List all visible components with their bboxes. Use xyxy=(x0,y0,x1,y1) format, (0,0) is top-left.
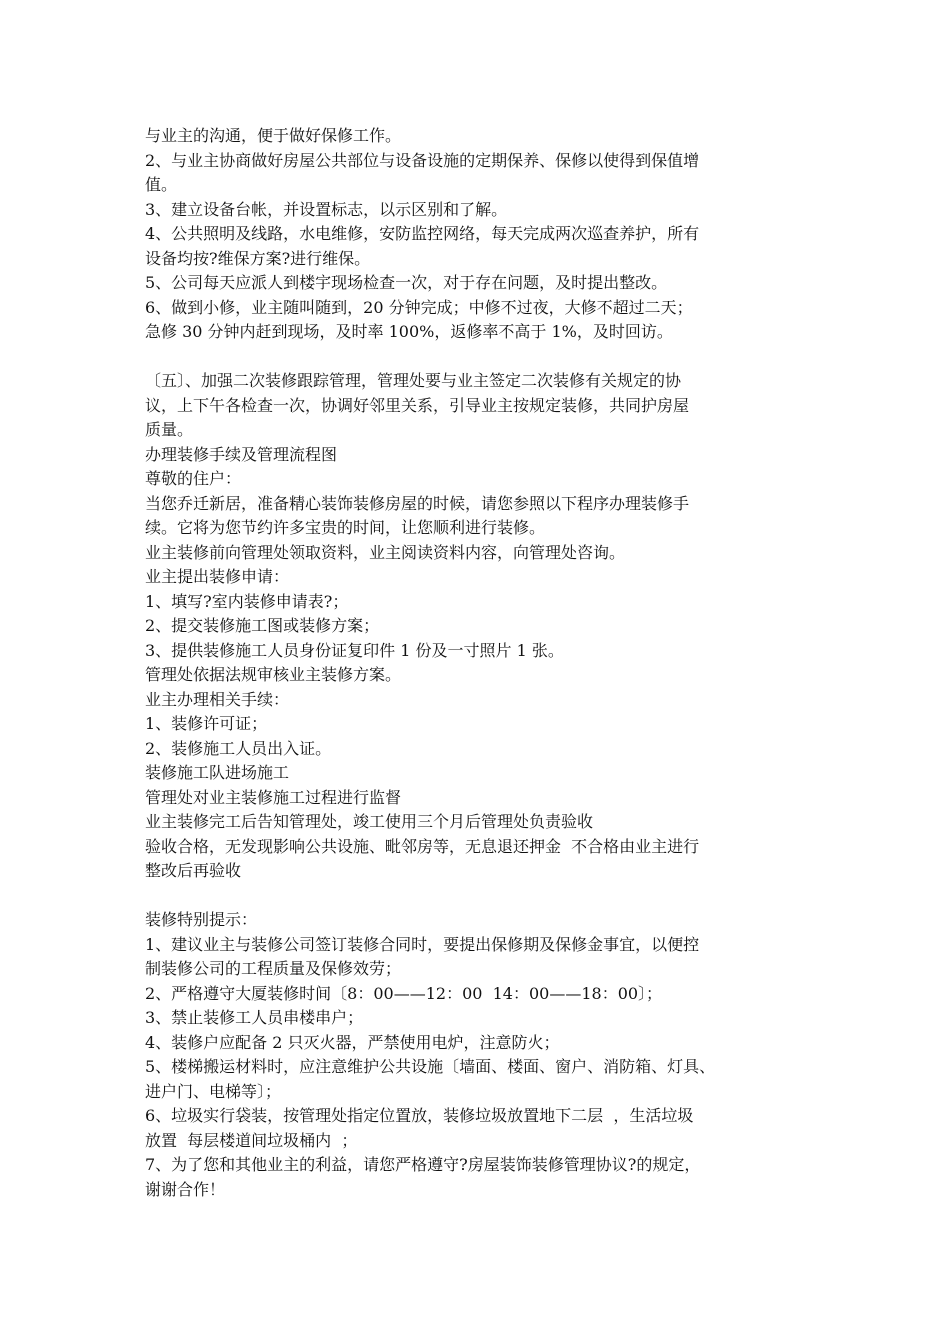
text-line: 放置 每层楼道间垃圾桶内 ； xyxy=(145,1130,358,1150)
text-line: 6、垃圾实行袋装，按管理处指定位置放，装修垃圾放置地下二层 ，生活垃圾 xyxy=(145,1106,694,1125)
text-line: 业主办理相关手续： xyxy=(145,689,290,709)
document-body xyxy=(145,124,815,1202)
text-line: 续。它将为您节约许多宝贵的时间，让您顺利进行装修。 xyxy=(145,518,546,537)
text-line: 1、装修许可证； xyxy=(145,714,268,733)
text-line: 3、禁止装修工人员串楼串户； xyxy=(145,1008,364,1027)
text-line: 验收合格，无发现影响公共设施、毗邻房等，无息退还押金 不合格由业主进行 xyxy=(145,836,700,856)
text-line: 议，上下午各检查一次，协调好邻里关系，引导业主按规定装修，共同护房屋 xyxy=(145,395,690,415)
text-line: 2、与业主协商做好房屋公共部位与设备设施的定期保养、保修以使得到保值增 xyxy=(145,150,700,170)
text-line: 整改后再验收 xyxy=(145,861,242,880)
text-line: 谢谢合作！ xyxy=(145,1179,226,1199)
text-line: 2、提交装修施工图或装修方案； xyxy=(145,616,380,635)
text-line: 装修特别提示： xyxy=(145,910,258,929)
text-line: 5、楼梯搬运材料时，应注意维护公共设施〔墙面、楼面、窗户、消防箱、灯具、 xyxy=(145,1057,716,1076)
text-line: 制装修公司的工程质量及保修效劳； xyxy=(145,959,402,978)
text-line: 2、严格遵守大厦装修时间〔8：00——12：00 14：00——18：00〕； xyxy=(145,983,663,1003)
text-line: 设备均按?维保方案?进行维保。 xyxy=(145,248,371,268)
text-line: 管理处依据法规审核业主装修方案。 xyxy=(145,665,402,684)
text-line: 质量。 xyxy=(145,420,194,439)
blank-line xyxy=(145,345,815,370)
text-line: 业主装修前向管理处领取资料，业主阅读资料内容，向管理处咨询。 xyxy=(145,542,626,562)
text-line: 业主装修完工后告知管理处，竣工使用三个月后管理处负责验收 xyxy=(145,812,594,831)
text-line: 与业主的沟通，便于做好保修工作。 xyxy=(145,126,402,145)
text-line: 业主提出装修申请： xyxy=(145,567,290,586)
text-line: 6、做到小修，业主随叫随到，20 分钟完成；中修不过夜，大修不超过二天； xyxy=(145,297,693,317)
text-line: 4、装修户应配备 2 只灭火器，严禁使用电炉，注意防火； xyxy=(145,1032,560,1052)
text-line: 3、提供装修施工人员身份证复印件 1 份及一寸照片 1 张。 xyxy=(145,640,564,660)
text-line: 7、为了您和其他业主的利益，请您严格遵守?房屋装饰装修管理协议?的规定， xyxy=(145,1155,701,1174)
text-line: 装修施工队进场施工 xyxy=(145,763,290,782)
text-line: 1、建议业主与装修公司签订装修合同时，要提出保修期及保修金事宜，以便控 xyxy=(145,934,700,954)
text-line: 当您乔迁新居，准备精心装饰装修房屋的时候，请您参照以下程序办理装修手 xyxy=(145,493,690,513)
text-line: 3、建立设备台帐，并设置标志，以示区别和了解。 xyxy=(145,199,508,219)
text-line: 尊敬的住户： xyxy=(145,469,242,488)
text-line: 值。 xyxy=(145,175,178,194)
text-line: 管理处对业主装修施工过程进行监督 xyxy=(145,787,402,807)
text-line: 2、装修施工人员出入证。 xyxy=(145,738,332,758)
text-line: 1、填写?室内装修申请表?； xyxy=(145,591,349,611)
text-line: 急修 30 分钟内赶到现场，及时率 100%，返修率不高于 1%，及时回访。 xyxy=(145,322,673,341)
text-line: 4、公共照明及线路，水电维修，安防监控网络，每天完成两次巡查养护，所有 xyxy=(145,224,700,243)
text-line: 办理装修手续及管理流程图 xyxy=(145,444,338,464)
text-line: 5、公司每天应派人到楼宇现场检查一次，对于存在问题，及时提出整改。 xyxy=(145,273,668,292)
text-line: 〔五〕、加强二次装修跟踪管理，管理处要与业主签定二次装修有关规定的协 xyxy=(145,371,682,390)
blank-line xyxy=(145,884,815,909)
text-line: 进户门、电梯等〕； xyxy=(145,1081,282,1101)
